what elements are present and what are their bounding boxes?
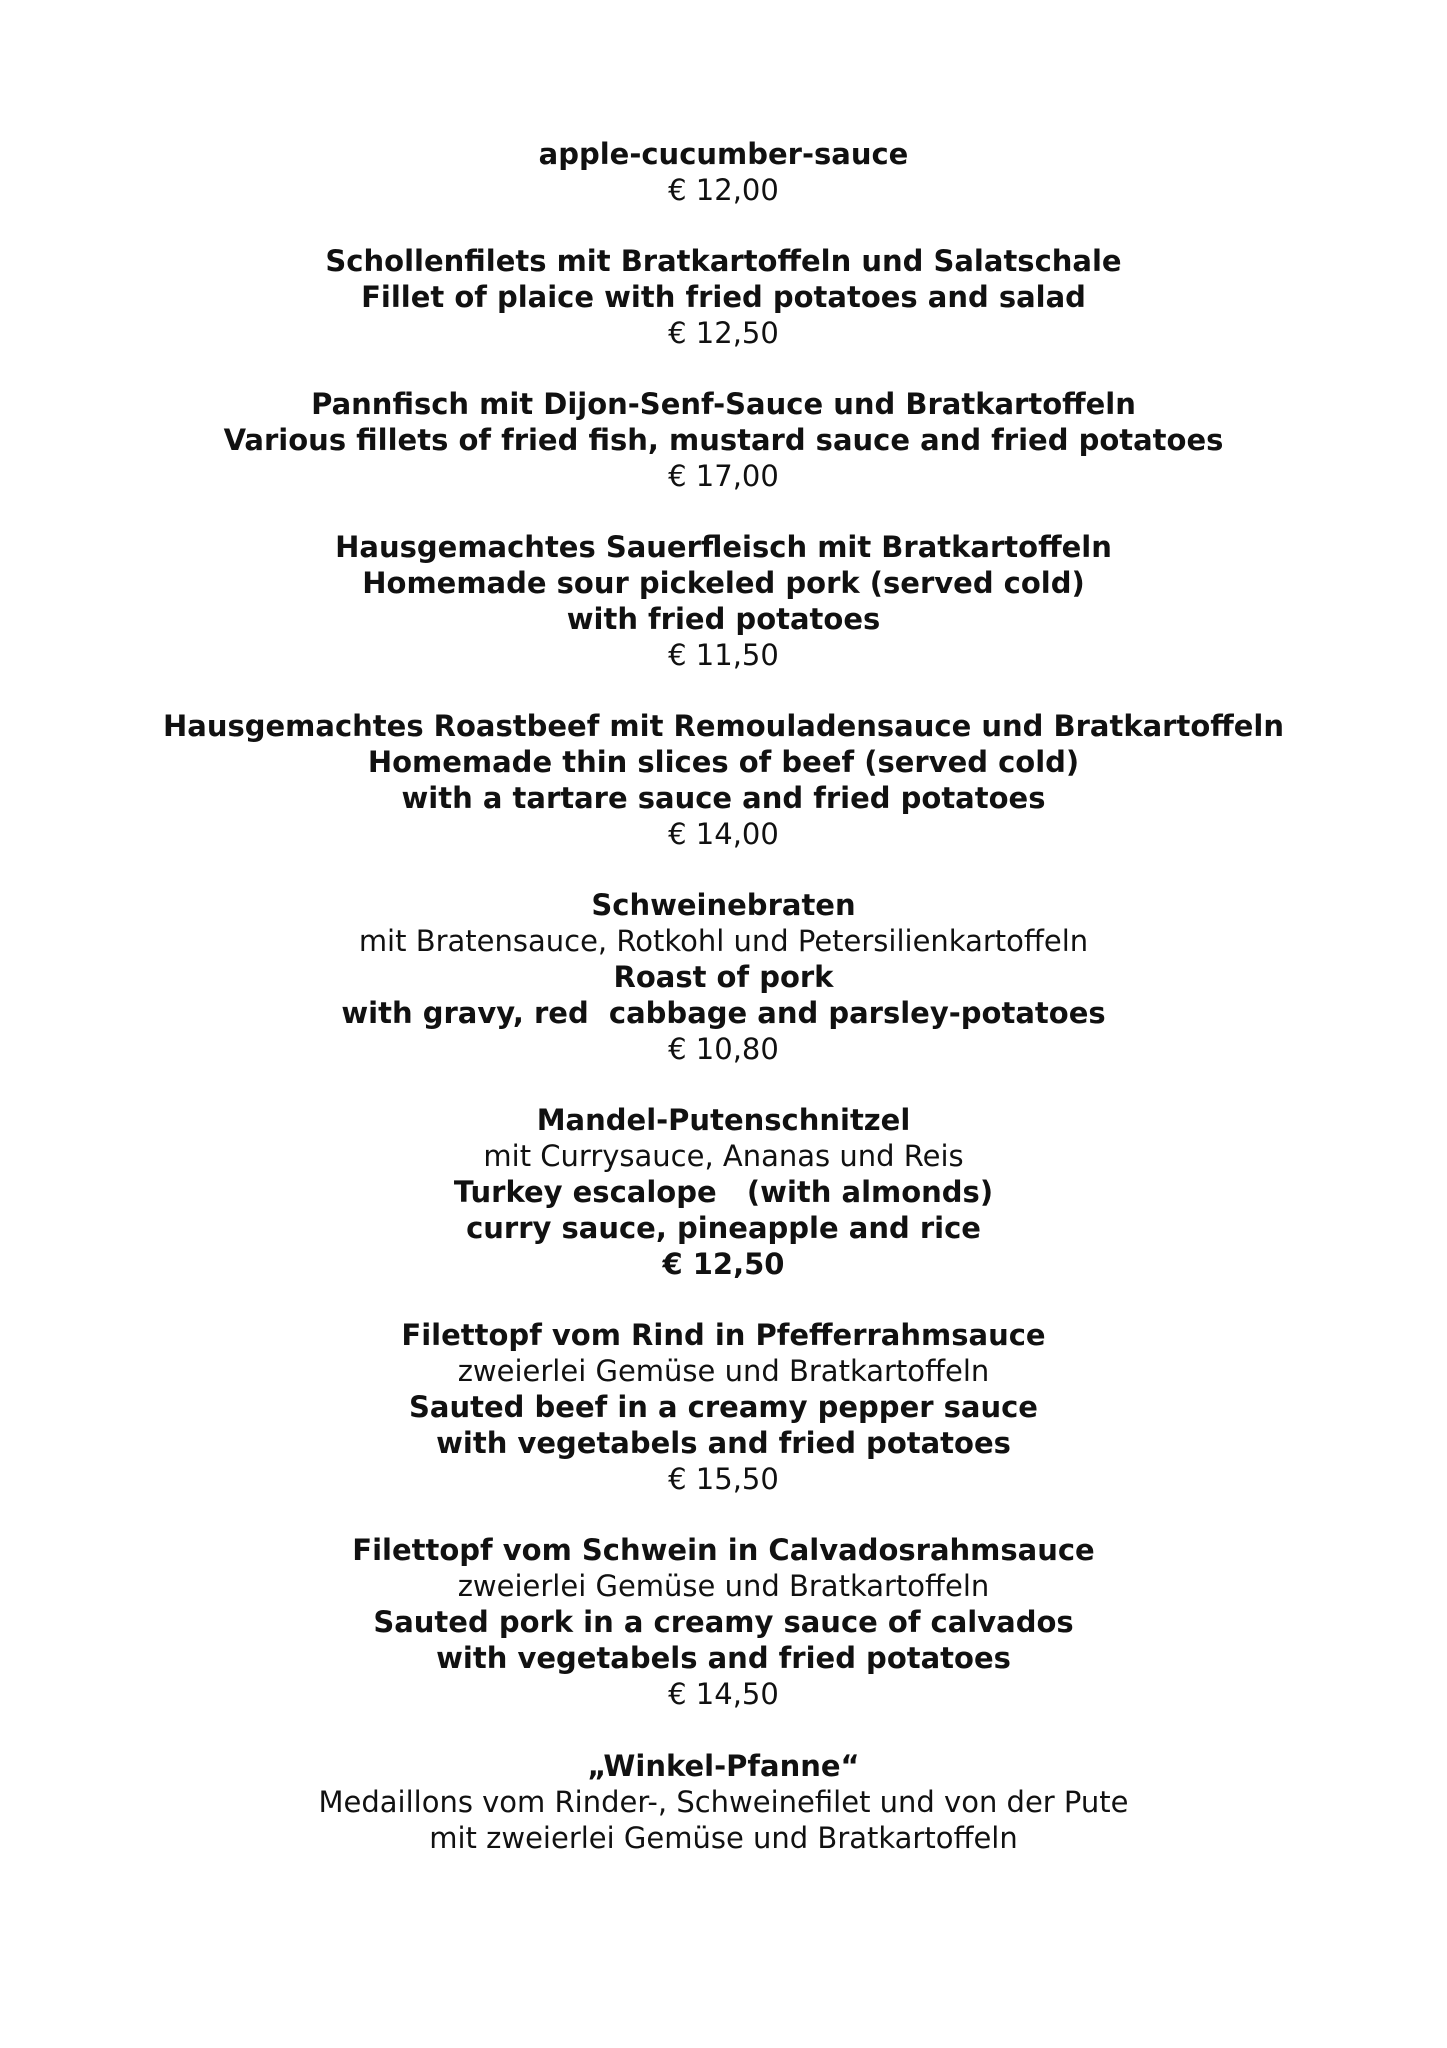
dish-name-english: Roast of pork <box>613 960 834 994</box>
dish-price: € 12,00 <box>668 173 779 207</box>
dish-description-english: with gravy, red cabbage and parsley-potatoes <box>341 996 1106 1030</box>
dish-name-english: Turkey escalope (with almonds) <box>453 1175 994 1209</box>
dish-description-german: mit Currysauce, Ananas und Reis <box>483 1139 964 1173</box>
menu-item-mandel-putenschnitzel <box>0 1102 1447 1282</box>
menu-item-filettopf-schwein <box>0 1532 1447 1712</box>
dish-name-german: Mandel-Putenschnitzel <box>536 1103 911 1137</box>
dish-description-german: mit zweierlei Gemüse und Bratkartoffeln <box>429 1821 1018 1855</box>
dish-name: apple-cucumber-sauce <box>538 137 909 171</box>
dish-name-english: Sauted beef in a creamy pepper sauce <box>409 1390 1038 1424</box>
dish-description-german: zweierlei Gemüse und Bratkartoffeln <box>457 1354 990 1388</box>
menu-item-winkel-pfanne <box>0 1748 1447 1856</box>
menu-item-schollenfilets <box>0 243 1447 351</box>
menu-item-sauerfleisch <box>0 529 1447 673</box>
dish-description-english: with vegetabels and fried potatoes <box>436 1426 1011 1460</box>
dish-description-german: Medaillons vom Rinder-, Schweinefilet und von der Pute <box>318 1785 1129 1819</box>
dish-price: € 17,00 <box>668 459 779 493</box>
dish-name-english: Sauted pork in a creamy sauce of calvados <box>373 1605 1074 1639</box>
dish-name-german: „Winkel-Pfanne“ <box>587 1749 860 1783</box>
dish-name-german: Hausgemachtes Roastbeef mit Remouladensauce und Bratkartoffeln <box>162 709 1285 743</box>
dish-description-english: with a tartare sauce and fried potatoes <box>401 781 1046 815</box>
menu-item-schweinebraten <box>0 887 1447 1067</box>
dish-name-german: Pannfisch mit Dijon-Senf-Sauce und Bratkartoffeln <box>311 387 1136 421</box>
dish-price: € 12,50 <box>662 1247 785 1281</box>
dish-price: € 12,50 <box>668 316 779 350</box>
dish-name-german: Hausgemachtes Sauerfleisch mit Bratkartoffeln <box>335 530 1112 564</box>
dish-name-german: Schollenfilets mit Bratkartoffeln und Salatschale <box>325 244 1122 278</box>
dish-name-german: Filettopf vom Schwein in Calvadosrahmsauce <box>352 1533 1095 1567</box>
dish-name-german: Schweinebraten <box>591 888 856 922</box>
dish-description-german: zweierlei Gemüse und Bratkartoffeln <box>457 1569 990 1603</box>
menu-item-apple-cucumber-sauce <box>0 136 1447 208</box>
dish-name-english: Homemade sour pickeled pork (served cold) <box>362 566 1085 600</box>
dish-price: € 15,50 <box>668 1462 779 1496</box>
dish-description-german: mit Bratensauce, Rotkohl und Petersilienkartoffeln <box>358 924 1089 958</box>
dish-price: € 10,80 <box>668 1032 779 1066</box>
menu-item-pannfisch <box>0 386 1447 494</box>
dish-name-english: Fillet of plaice with fried potatoes and salad <box>361 280 1086 314</box>
dish-name-english: Various fillets of fried fish, mustard sauce and fried potatoes <box>223 423 1224 457</box>
menu-item-filettopf-rind <box>0 1317 1447 1497</box>
dish-name-english: Homemade thin slices of beef (served cold) <box>367 745 1080 779</box>
dish-price: € 11,50 <box>668 638 779 672</box>
dish-price: € 14,50 <box>668 1677 779 1711</box>
menu-page <box>0 136 1447 1891</box>
dish-description-english: curry sauce, pineapple and rice <box>466 1211 981 1245</box>
dish-name-german: Filettopf vom Rind in Pfefferrahmsauce <box>401 1318 1046 1352</box>
menu-item-roastbeef <box>0 708 1447 852</box>
dish-description-english: with vegetabels and fried potatoes <box>436 1641 1011 1675</box>
dish-price: € 14,00 <box>668 817 779 851</box>
dish-description-english: with fried potatoes <box>566 602 881 636</box>
